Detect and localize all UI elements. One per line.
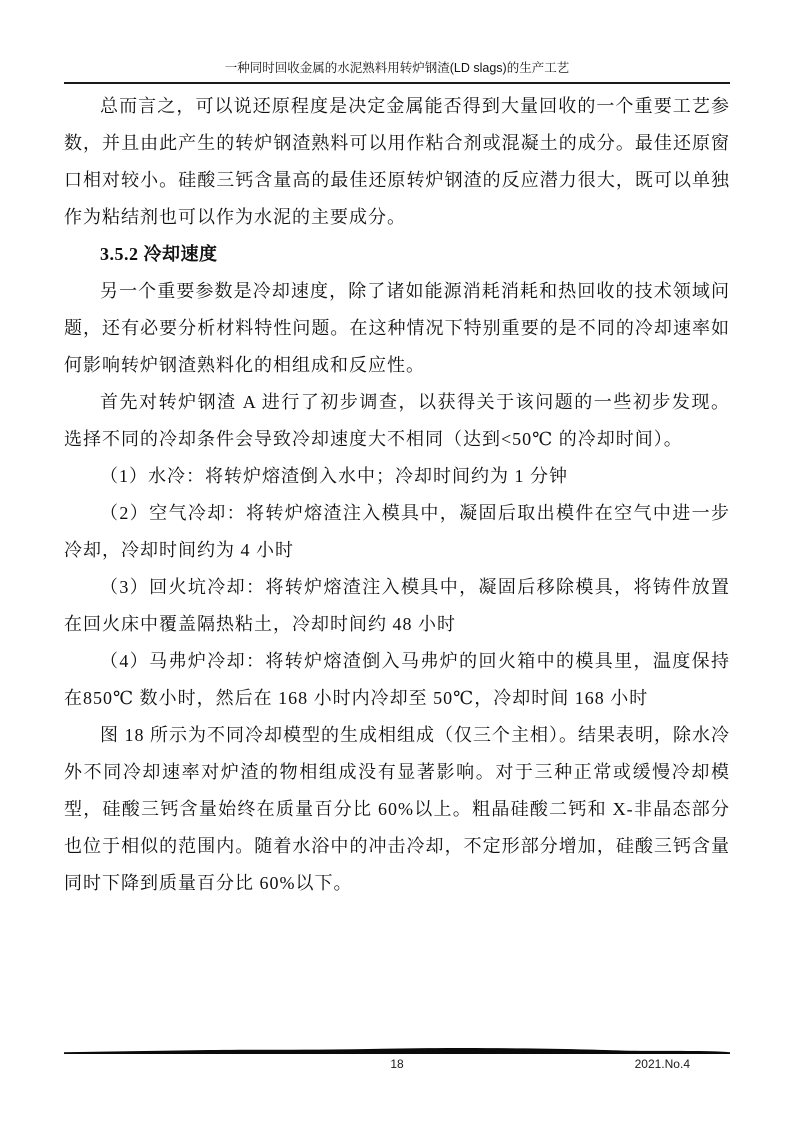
document-footer (64, 1046, 730, 1073)
page-number: 18 (390, 1057, 404, 1071)
issue-label: 2021.No.4 (634, 1057, 690, 1071)
paragraph-summary: 总而言之，可以说还原程度是决定金属能否得到大量回收的一个重要工艺参数，并且由此产生的转炉钢渣熟料可以用作粘合剂或混凝土的成分。最佳还原窗口相对较小。硅酸三钙含量高的最佳还原转炉钢渣的反应潜力很大，既可以单独作为粘结剂也可以作为水泥的主要成分。 (64, 96, 730, 227)
document-body (64, 88, 730, 902)
header-title: 一种同时回收金属的水泥熟料用转炉钢渣(LD slags)的生产工艺 (224, 61, 570, 75)
paragraph-results: 图 18 所示为不同冷却模型的生成相组成（仅三个主相）。结果表明，除水冷外不同冷却速率对炉渣的物相组成没有显著影响。对于三种正常或缓慢冷却模型，硅酸三钙含量始终在质量百分比 60%以上。粗晶硅酸二钙和 X-非晶态部分也位于相似的范围内。随着水浴中的冲击冷却，不定形部分增加，硅酸三钙含量同时下降到质量百分比 60%以下。 (64, 725, 730, 893)
paragraph-cooling-parameter: 另一个重要参数是冷却速度，除了诸如能源消耗消耗和热回收的技术领域问题，还有必要分析材料特性问题。在这种情况下特别重要的是不同的冷却速率如何影响转炉钢渣熟料化的相组成和反应性。 (64, 281, 730, 375)
footer-row (64, 1055, 730, 1073)
list-item-water-cooling: （1）水冷：将转炉熔渣倒入水中；冷却时间约为 1 分钟 (100, 466, 568, 486)
paragraph-survey: 首先对转炉钢渣 A 进行了初步调查，以获得关于该问题的一些初步发现。选择不同的冷却条件会导致冷却速度大不相同（达到<50℃ 的冷却时间）。 (64, 392, 730, 449)
list-item-air-cooling: （2）空气冷却：将转炉熔渣注入模具中，凝固后取出模件在空气中进一步冷却，冷却时间约为 4 小时 (64, 503, 730, 560)
footer-rule (64, 1046, 730, 1055)
running-header (64, 60, 730, 84)
list-item-muffle-furnace-cooling: （4）马弗炉冷却：将转炉熔渣倒入马弗炉的回火箱中的模具里，温度保持在850℃ 数小时，然后在 168 小时内冷却至 50℃，冷却时间 168 小时 (64, 651, 730, 708)
list-item-tempering-pit-cooling: （3）回火坑冷却：将转炉熔渣注入模具中，凝固后移除模具，将铸件放置在回火床中覆盖隔热粘土，冷却时间约 48 小时 (64, 577, 730, 634)
section-heading: 3.5.2 冷却速度 (100, 244, 218, 264)
